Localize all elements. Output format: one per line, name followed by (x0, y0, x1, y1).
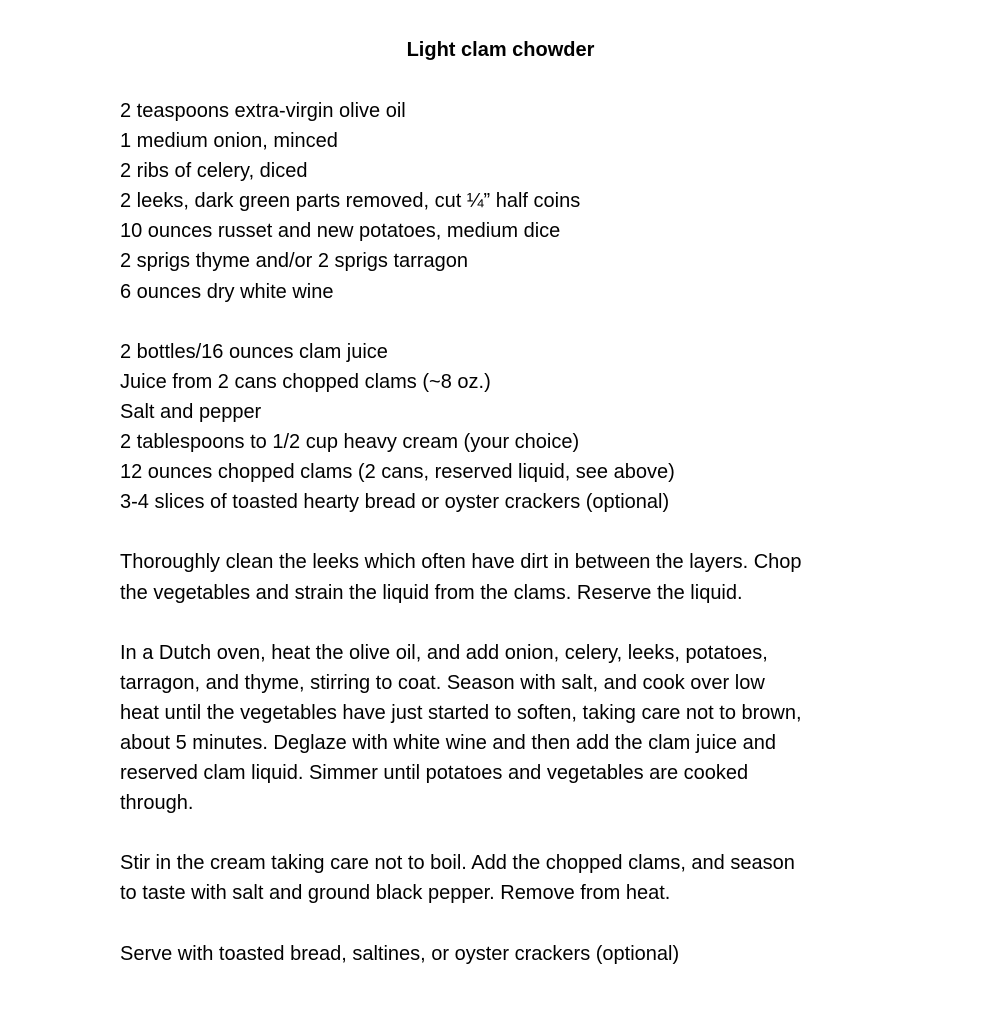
instruction-line: Serve with toasted bread, saltines, or oyster crackers (optional) (120, 942, 680, 965)
ingredient-line: Juice from 2 cans chopped clams (~8 oz.) (120, 370, 491, 393)
ingredient-line: 6 ounces dry white wine (120, 280, 334, 303)
instruction-line: heat until the vegetables have just started to soften, taking care not to brown, (120, 701, 802, 724)
instruction-line: through. (120, 792, 194, 815)
ingredient-line: 2 sprigs thyme and/or 2 sprigs tarragon (120, 250, 468, 273)
blank-line (120, 307, 900, 337)
ingredient-line: 10 ounces russet and new potatoes, medium dice (120, 220, 561, 243)
ingredient-line: 2 ribs of celery, diced (120, 160, 308, 183)
ingredients-list-2 (120, 337, 900, 518)
blank-line (120, 517, 900, 547)
instruction-line: about 5 minutes. Deglaze with white wine and then add the clam juice and (120, 731, 776, 754)
instruction-line: reserved clam liquid. Simmer until potatoes and vegetables are cooked (120, 762, 749, 785)
ingredient-line: 2 leeks, dark green parts removed, cut ¼” half coins (120, 190, 581, 213)
blank-line (120, 909, 900, 939)
ingredient-line: Salt and pepper (120, 400, 262, 423)
ingredient-line: 1 medium onion, minced (120, 130, 338, 153)
blank-line (120, 608, 900, 638)
instruction-line: Thoroughly clean the leeks which often have dirt in between the layers. Chop (120, 551, 802, 574)
ingredient-line: 2 teaspoons extra-virgin olive oil (120, 100, 406, 122)
ingredient-line: 12 ounces chopped clams (2 cans, reserved liquid, see above) (120, 461, 675, 484)
instruction-paragraph-serve (120, 939, 900, 969)
recipe-body (120, 96, 900, 969)
ingredients-list-1 (120, 96, 900, 307)
instruction-line: Stir in the cream taking care not to boil. Add the chopped clams, and season (120, 852, 795, 875)
instruction-paragraph-prep (120, 547, 900, 607)
ingredient-line: 2 tablespoons to 1/2 cup heavy cream (your choice) (120, 431, 580, 454)
instruction-paragraph-cook (120, 638, 900, 819)
ingredient-line: 2 bottles/16 ounces clam juice (120, 340, 388, 363)
instruction-line: tarragon, and thyme, stirring to coat. Season with salt, and cook over low (120, 671, 765, 694)
instruction-line: to taste with salt and ground black pepper. Remove from heat. (120, 882, 671, 905)
blank-line (120, 818, 900, 848)
instruction-line: the vegetables and strain the liquid from the clams. Reserve the liquid. (120, 581, 743, 604)
instruction-paragraph-finish (120, 848, 900, 908)
ingredient-line: 3-4 slices of toasted hearty bread or oyster crackers (optional) (120, 491, 670, 514)
recipe-title: Light clam chowder (406, 39, 595, 61)
instruction-line: In a Dutch oven, heat the olive oil, and add onion, celery, leeks, potatoes, (120, 641, 768, 664)
